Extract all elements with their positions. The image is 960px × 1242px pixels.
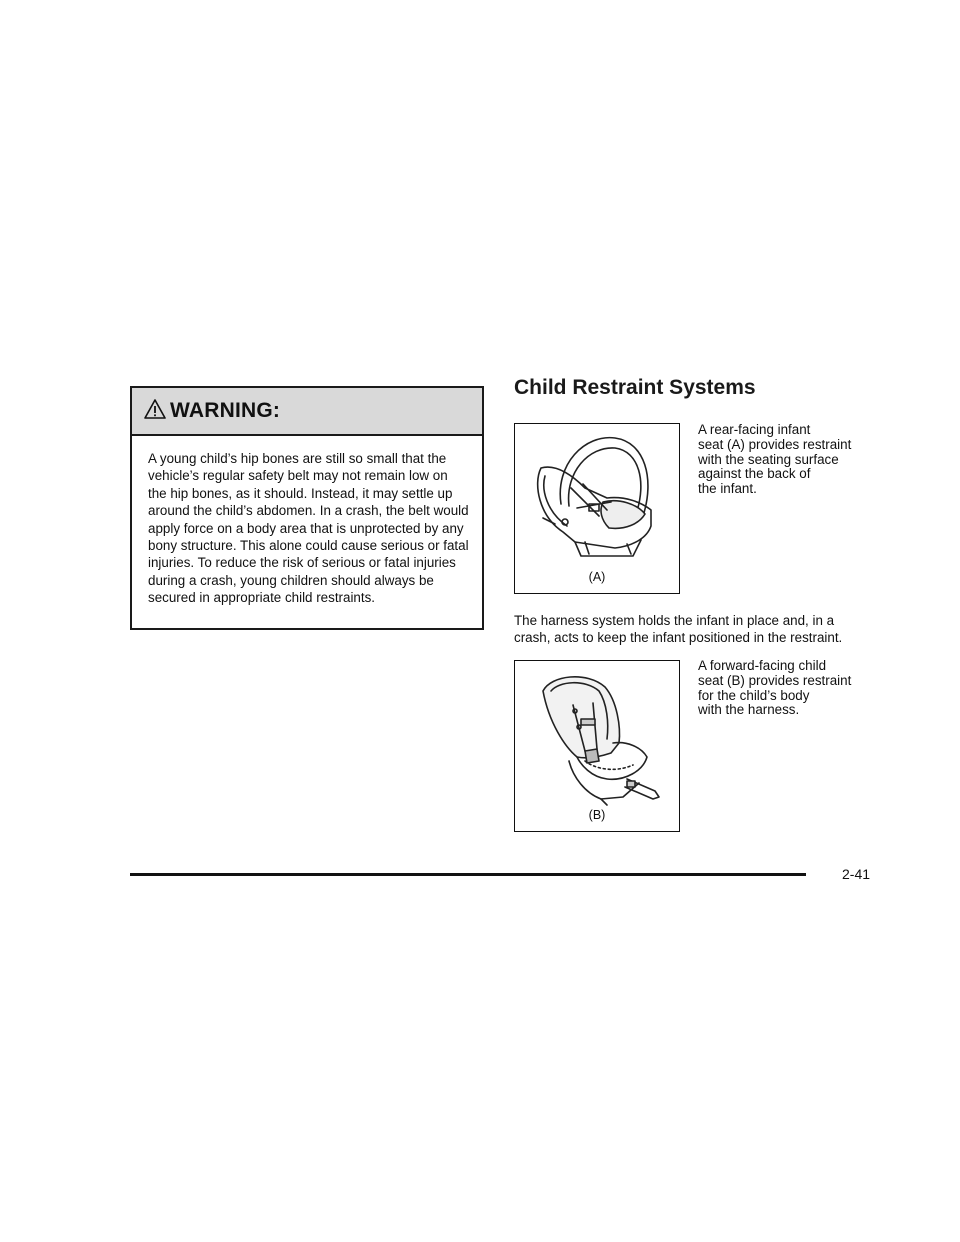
figure-b-caption: (B) bbox=[588, 808, 606, 822]
forward-facing-child-seat-illustration bbox=[515, 661, 678, 829]
harness-paragraph: The harness system holds the infant in place and, in a crash, acts to keep the infant positioned in the restraint. bbox=[514, 613, 843, 646]
page-number: 2-41 bbox=[842, 866, 871, 882]
warning-header bbox=[132, 388, 482, 436]
warning-triangle-icon bbox=[144, 398, 166, 420]
figure-a-description: A rear-facing infant seat (A) provides restraint with the seating surface against the back of the infant. bbox=[698, 422, 852, 497]
warning-title: WARNING: bbox=[170, 399, 281, 422]
footer-rule bbox=[130, 873, 806, 876]
figure-b-description: A forward-facing child seat (B) provides restraint for the child’s body with the harness. bbox=[698, 658, 852, 718]
warning-box bbox=[130, 386, 484, 630]
infant-seat-figure bbox=[514, 423, 680, 594]
warning-body: A young child’s hip bones are still so small that the vehicle’s regular safety belt may not remain low on the hip bones, as it should. Instead, it may settle up around the child’s abdomen. In a crash, the belt would apply force on a body area that is unprotected by any bony structure. This alone could cause serious or fatal injuries. To reduce the risk of serious or fatal injuries during a crash, young children should always be secured in appropriate child restraints. bbox=[148, 451, 469, 606]
figure-a-caption: (A) bbox=[588, 570, 606, 584]
section-title: Child Restraint Systems bbox=[514, 376, 756, 399]
rear-facing-infant-seat-illustration bbox=[515, 424, 678, 592]
child-seat-figure bbox=[514, 660, 680, 832]
